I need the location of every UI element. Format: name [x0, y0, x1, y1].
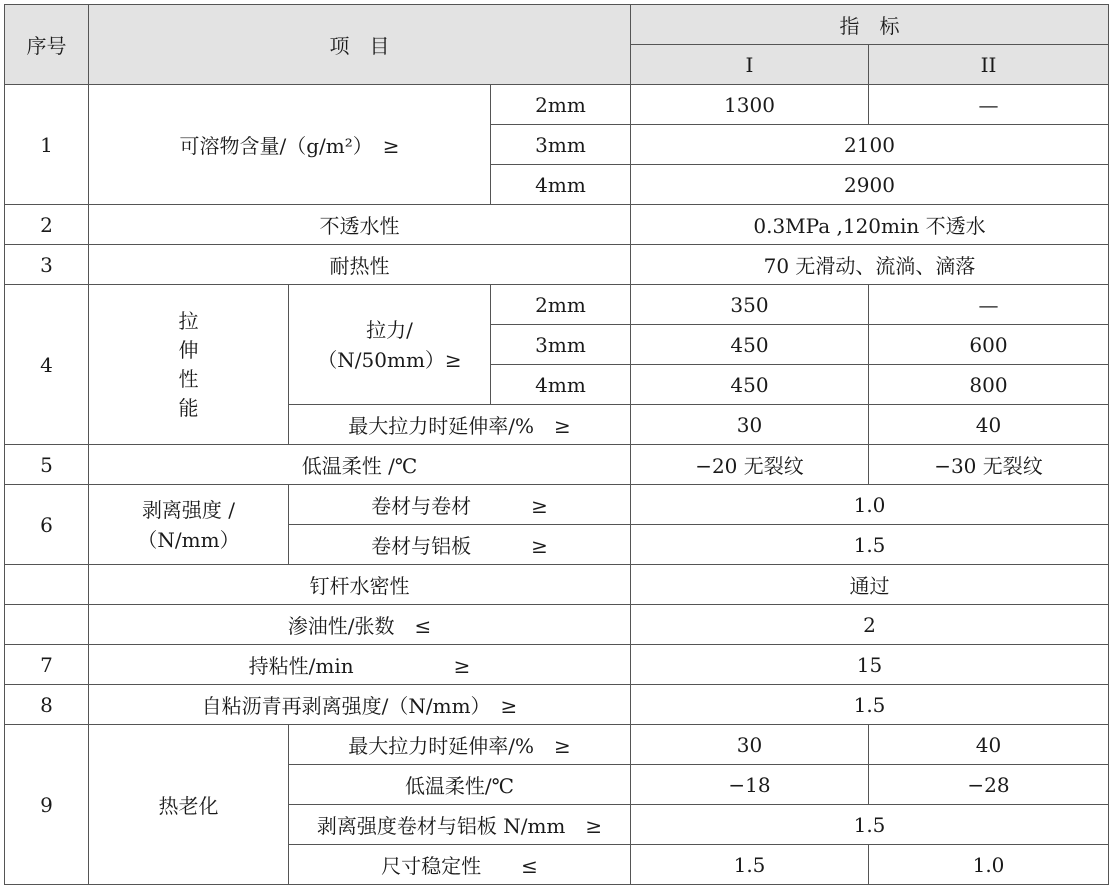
tension-label-line2: （N/50mm）≥ — [317, 347, 462, 372]
tension-label — [289, 285, 491, 405]
table-row — [5, 85, 1109, 125]
header-item: 项 目 — [89, 5, 631, 85]
grade-ii-value: −28 — [869, 765, 1109, 805]
row-number — [5, 565, 89, 605]
merged-value: 1.0 — [631, 485, 1109, 525]
row-item: 可溶物含量/（g/m²） ≥ — [89, 85, 491, 205]
table-row — [5, 205, 1109, 245]
header-grade-ii: II — [869, 45, 1109, 85]
table-row — [5, 725, 1109, 765]
table-row — [5, 245, 1109, 285]
row-number: 2 — [5, 205, 89, 245]
row-item: 钉杆水密性 — [89, 565, 631, 605]
grade-ii-value: 40 — [869, 725, 1109, 765]
sub-item-label: 低温柔性/℃ — [289, 765, 631, 805]
group-char: 能 — [178, 395, 199, 420]
row-item: 渗油性/张数 ≤ — [89, 605, 631, 645]
merged-value: 1.5 — [631, 685, 1109, 725]
row-number: 4 — [5, 285, 89, 445]
sub-item-label: 卷材与铝板 ≥ — [289, 525, 631, 565]
grade-ii-value: 1.0 — [869, 845, 1109, 885]
merged-value: 1.5 — [631, 525, 1109, 565]
table-row — [5, 605, 1109, 645]
grade-ii-value: — — [869, 85, 1109, 125]
grade-i-value: 450 — [631, 325, 869, 365]
thickness-cell: 3mm — [491, 125, 631, 165]
table-row — [5, 285, 1109, 325]
grade-i-value: 1.5 — [631, 845, 869, 885]
row-item: 不透水性 — [89, 205, 631, 245]
row-number: 8 — [5, 685, 89, 725]
thickness-cell: 2mm — [491, 85, 631, 125]
header-index: 指 标 — [631, 5, 1109, 45]
group-char: 性 — [178, 366, 199, 391]
table-row — [5, 485, 1109, 525]
header-no: 序号 — [5, 5, 89, 85]
header-grade-i: I — [631, 45, 869, 85]
grade-ii-value: −30 无裂纹 — [869, 445, 1109, 485]
grade-ii-value: — — [869, 285, 1109, 325]
grade-i-value: 1300 — [631, 85, 869, 125]
grade-i-value: 30 — [631, 725, 869, 765]
group-char: 拉 — [178, 308, 199, 333]
row-number: 7 — [5, 645, 89, 685]
row-item: 耐热性 — [89, 245, 631, 285]
sub-item-label: 卷材与卷材 ≥ — [289, 485, 631, 525]
row-item: 持粘性/min ≥ — [89, 645, 631, 685]
row-number: 1 — [5, 85, 89, 205]
grade-ii-value: 40 — [869, 405, 1109, 445]
grade-ii-value: 600 — [869, 325, 1109, 365]
row-item: 自粘沥青再剥离强度/（N/mm） ≥ — [89, 685, 631, 725]
merged-value: 15 — [631, 645, 1109, 685]
merged-value: 通过 — [631, 565, 1109, 605]
grade-i-value: 450 — [631, 365, 869, 405]
sub-item-label: 最大拉力时延伸率/% ≥ — [289, 405, 631, 445]
group-label-aging: 热老化 — [89, 725, 289, 885]
merged-value: 2900 — [631, 165, 1109, 205]
spec-table — [4, 4, 1109, 885]
merged-value: 70 无滑动、流淌、滴落 — [631, 245, 1109, 285]
row-item: 低温柔性 /℃ — [89, 445, 631, 485]
group-char: 伸 — [178, 337, 199, 362]
sub-item-label: 尺寸稳定性 ≤ — [289, 845, 631, 885]
thickness-cell: 2mm — [491, 285, 631, 325]
grade-ii-value: 800 — [869, 365, 1109, 405]
table-row — [5, 445, 1109, 485]
merged-value: 2100 — [631, 125, 1109, 165]
group-label-line1: 剥离强度 / — [141, 497, 236, 522]
table-row — [5, 645, 1109, 685]
header-row-1 — [5, 5, 1109, 45]
row-number: 3 — [5, 245, 89, 285]
sub-item-label: 最大拉力时延伸率/% ≥ — [289, 725, 631, 765]
grade-i-value: −20 无裂纹 — [631, 445, 869, 485]
sub-item-label: 剥离强度卷材与铝板 N/mm ≥ — [289, 805, 631, 845]
table-row — [5, 565, 1109, 605]
grade-i-value: 30 — [631, 405, 869, 445]
merged-value: 1.5 — [631, 805, 1109, 845]
tension-label-line1: 拉力/ — [366, 317, 413, 342]
row-number: 6 — [5, 485, 89, 565]
thickness-cell: 3mm — [491, 325, 631, 365]
merged-value: 0.3MPa ,120min 不透水 — [631, 205, 1109, 245]
row-number: 5 — [5, 445, 89, 485]
group-label-peel — [89, 485, 289, 565]
row-number — [5, 605, 89, 645]
table-row — [5, 685, 1109, 725]
row-number: 9 — [5, 725, 89, 885]
grade-i-value: −18 — [631, 765, 869, 805]
group-label-tensile — [89, 285, 289, 445]
merged-value: 2 — [631, 605, 1109, 645]
thickness-cell: 4mm — [491, 365, 631, 405]
group-label-line2: （N/mm） — [137, 527, 240, 552]
thickness-cell: 4mm — [491, 165, 631, 205]
grade-i-value: 350 — [631, 285, 869, 325]
